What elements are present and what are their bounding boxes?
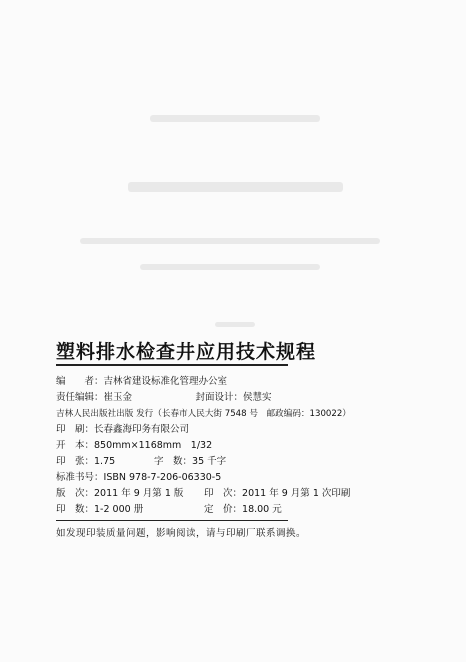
publisher-line (56, 408, 351, 420)
sheets-value: 1.75 (94, 456, 116, 467)
printer-value: 长春鑫海印务有限公司 (94, 424, 190, 435)
format-line (56, 440, 212, 452)
printer-label: 印 刷： (56, 424, 95, 435)
responsible-editor-value: 崔玉金 (103, 392, 133, 403)
quality-note: 如发现印装质量问题，影响阅读，请与印刷厂联系调换。 (56, 528, 307, 539)
editor-label: 编 者： (56, 376, 104, 387)
bleed-through-mark (215, 322, 255, 327)
printing-label: 印 次： (204, 488, 243, 499)
copies-value: 1-2 000 册 (94, 504, 144, 515)
price-value: 18.00 元 (242, 504, 282, 515)
cover-design-label: 封面设计： (195, 392, 244, 403)
edition-line (56, 488, 350, 500)
isbn-value: ISBN 978-7-206-06330-5 (103, 472, 222, 483)
bleed-through-mark (128, 182, 343, 192)
printing-value: 2011 年 9 月第 1 次印刷 (242, 488, 351, 499)
top-rule (56, 364, 288, 366)
sheets-words-line (56, 456, 226, 468)
bleed-through-mark (140, 264, 320, 270)
cover-design-value: 侯慧实 (243, 392, 272, 403)
price-label: 定 价： (204, 504, 243, 515)
responsible-editor-label: 责任编辑： (56, 392, 104, 403)
publisher-text: 吉林人民出版社出版 发行（长春市人民大街 7548 号 邮政编码：130022） (56, 409, 351, 419)
editor-value: 吉林省建设标准化管理办公室 (103, 376, 228, 387)
words-label: 字 数： (154, 456, 193, 467)
editor-line (56, 376, 227, 388)
responsible-editor-line (56, 392, 272, 404)
edition-value: 2011 年 9 月第 1 版 (94, 488, 184, 499)
bottom-rule (56, 520, 288, 521)
copies-price-line (56, 504, 282, 516)
copies-label: 印 数： (56, 504, 95, 515)
isbn-label: 标准书号： (56, 472, 104, 483)
isbn-line (56, 472, 221, 484)
bleed-through-mark (80, 238, 380, 244)
printer-line (56, 424, 189, 436)
bleed-through-mark (150, 115, 320, 122)
format-label: 开 本： (56, 440, 95, 451)
words-value: 35 千字 (192, 456, 227, 467)
format-value: 850mm×1168mm 1/32 (94, 440, 213, 451)
edition-label: 版 次： (56, 488, 95, 499)
book-title: 塑料排水检查井应用技术规程 (56, 341, 317, 363)
sheets-label: 印 张： (56, 456, 95, 467)
